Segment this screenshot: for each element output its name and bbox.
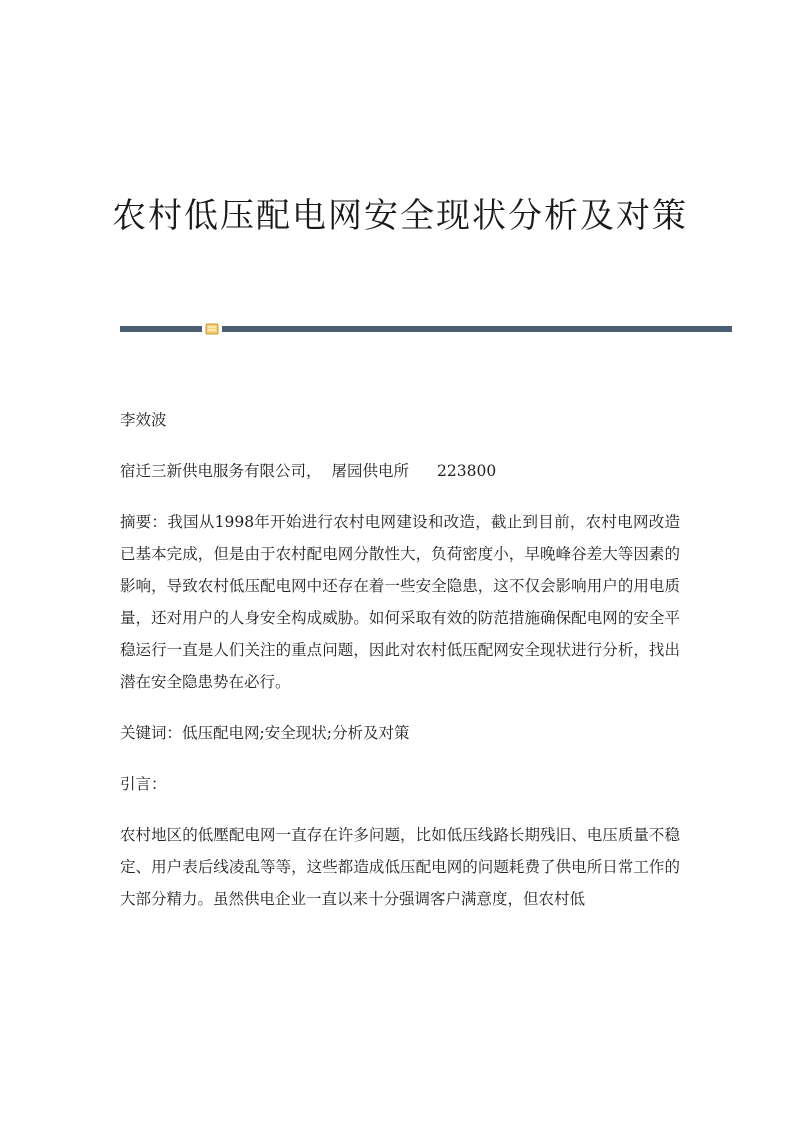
affiliation-postcode: 223800 <box>437 462 497 480</box>
divider-bar-left <box>120 326 202 332</box>
divider-bar-right <box>222 326 732 332</box>
document-body <box>120 404 680 934</box>
document-title: 农村低压配电网安全现状分析及对策 <box>112 196 688 236</box>
affiliation-organization: 宿迁三新供电服务有限公司， <box>120 462 322 480</box>
author-name: 李效波 <box>120 411 167 429</box>
intro-paragraph: 农村地区的低壓配电网一直存在许多问题，比如低压线路长期残旧、电压质量不稳定、用户表后线凌乱等等，这些都造成低压配电网的问题耗费了供电所日常工作的大部分精力。虽然供电企业一直以来十分强调客户满意度，但农村低 <box>120 826 680 908</box>
abstract-paragraph: 摘要：我国从1998年开始进行农村电网建设和改造，截止到目前，农村电网改造已基本完成，但是由于农村配电网分散性大，负荷密度小，早晚峰谷差大等因素的影响，导致农村低压配电网中还存在着一些安全隐患，这不仅会影响用户的用电质量，还对用户的人身安全构成威胁。如何采取有效的防范措施确保配电网的安全平稳运行一直是人们关注的重点问题，因此对农村低压配网安全现状进行分析，找出潜在安全隐患势在必行。 <box>120 513 680 691</box>
intro-heading: 引言： <box>120 775 167 793</box>
keywords-line: 关键词：低压配电网;安全现状;分析及对策 <box>120 724 410 742</box>
divider-ornament-icon <box>205 323 219 335</box>
author-affiliation <box>120 455 680 487</box>
affiliation-station: 屠园供电所 <box>331 462 410 480</box>
title-divider <box>120 322 732 336</box>
